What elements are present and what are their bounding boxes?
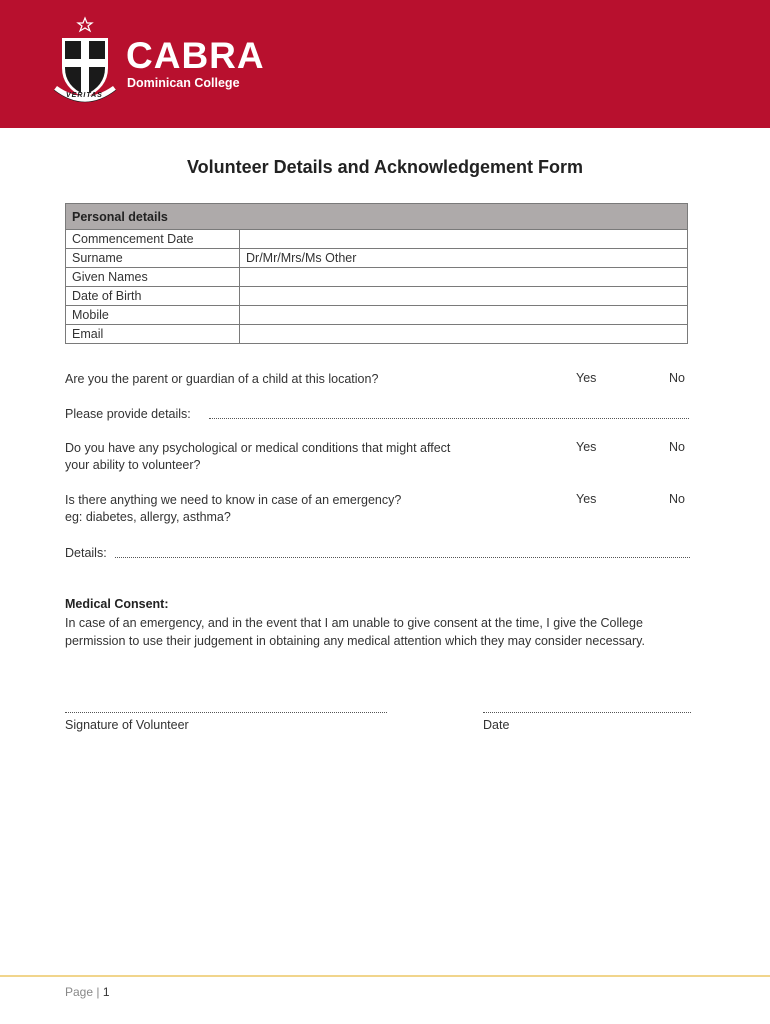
page-number: Page | 1 bbox=[65, 985, 110, 999]
page-header bbox=[0, 0, 770, 128]
medical-conditions-yes-option[interactable]: Yes bbox=[576, 440, 597, 454]
table-row bbox=[66, 230, 688, 249]
parent-guardian-no-option[interactable]: No bbox=[669, 371, 685, 385]
details-line-2[interactable] bbox=[115, 557, 690, 558]
medical-consent-text: In case of an emergency, and in the event that I am unable to give consent at the time, I give the College permission to use their judgement in obtaining any medical attention which they may consider necessary. bbox=[65, 616, 645, 648]
details-line-1[interactable] bbox=[209, 418, 689, 419]
emergency-yes-option[interactable]: Yes bbox=[576, 492, 597, 506]
emergency-question bbox=[65, 492, 401, 526]
given-names-label: Given Names bbox=[66, 268, 240, 287]
volunteer-signature-line[interactable] bbox=[65, 712, 387, 713]
medical-conditions-question-line1: Do you have any psychological or medical conditions that might affect bbox=[65, 441, 451, 455]
please-provide-details-label: Please provide details: bbox=[65, 407, 191, 421]
college-subtitle: Dominican College bbox=[127, 76, 240, 90]
details-label: Details: bbox=[65, 546, 107, 560]
page-number-value: 1 bbox=[102, 985, 110, 999]
surname-label: Surname bbox=[66, 249, 240, 268]
commencement-date-field[interactable] bbox=[240, 230, 688, 249]
table-row bbox=[66, 249, 688, 268]
page-label: Page bbox=[65, 985, 94, 999]
date-signature-line[interactable] bbox=[483, 712, 691, 713]
table-row bbox=[66, 306, 688, 325]
personal-details-heading: Personal details bbox=[66, 204, 688, 230]
date-label: Date bbox=[483, 718, 510, 732]
table-row bbox=[66, 268, 688, 287]
emergency-question-line1: Is there anything we need to know in case of an emergency? bbox=[65, 493, 402, 507]
medical-conditions-no-option[interactable]: No bbox=[669, 440, 685, 454]
commencement-date-label: Commencement Date bbox=[66, 230, 240, 249]
table-row bbox=[66, 325, 688, 344]
email-field[interactable] bbox=[240, 325, 688, 344]
crest-motto: VERITAS bbox=[66, 92, 103, 99]
emergency-no-option[interactable]: No bbox=[669, 492, 685, 506]
parent-guardian-question: Are you the parent or guardian of a child at this location? bbox=[65, 372, 379, 386]
surname-field[interactable]: Dr/Mr/Mrs/Ms Other bbox=[240, 249, 688, 268]
email-label: Email bbox=[66, 325, 240, 344]
college-name: CABRA bbox=[126, 35, 265, 76]
medical-consent-heading: Medical Consent: bbox=[65, 597, 169, 611]
mobile-field[interactable] bbox=[240, 306, 688, 325]
emergency-question-line2: eg: diabetes, allergy, asthma? bbox=[65, 510, 231, 524]
date-of-birth-field[interactable] bbox=[240, 287, 688, 306]
mobile-label: Mobile bbox=[66, 306, 240, 325]
date-of-birth-label: Date of Birth bbox=[66, 287, 240, 306]
form-title: Volunteer Details and Acknowledgement Form bbox=[186, 157, 584, 177]
given-names-field[interactable] bbox=[240, 268, 688, 287]
table-row bbox=[66, 287, 688, 306]
personal-details-table bbox=[65, 203, 688, 344]
medical-conditions-question-line2: your ability to volunteer? bbox=[65, 458, 201, 472]
footer-divider bbox=[0, 975, 770, 977]
medical-conditions-question bbox=[65, 440, 450, 474]
parent-guardian-yes-option[interactable]: Yes bbox=[576, 371, 597, 385]
signature-of-volunteer-label: Signature of Volunteer bbox=[65, 718, 189, 732]
